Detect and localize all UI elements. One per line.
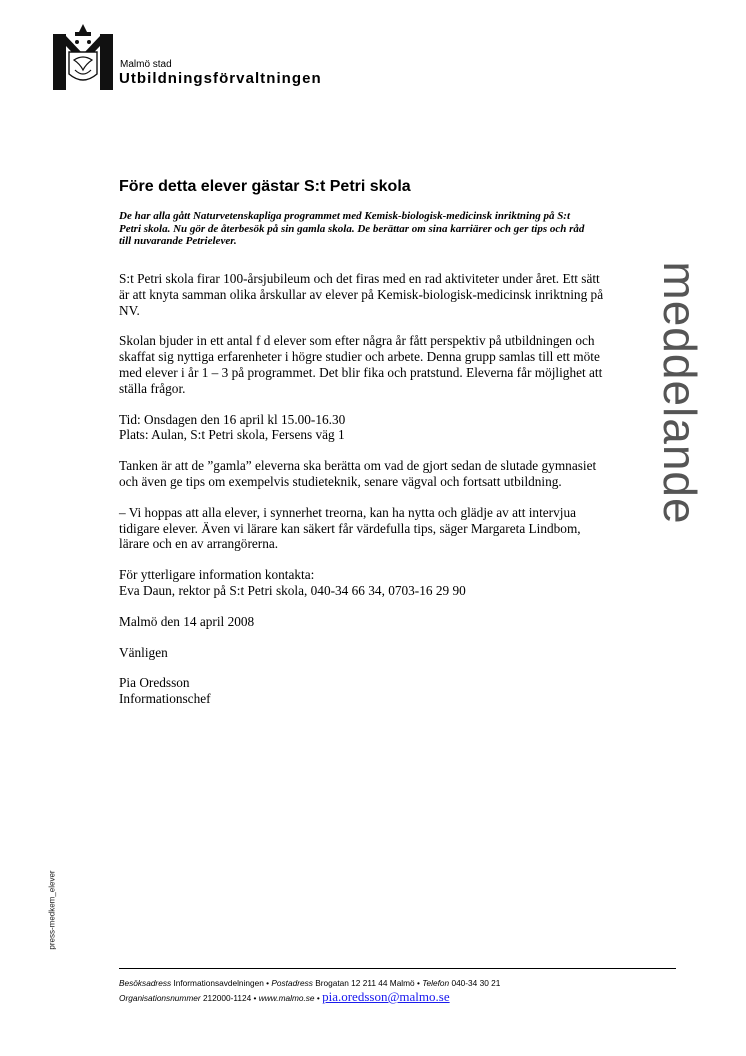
footer-phone-label: Telefon xyxy=(422,978,450,988)
footer-website[interactable]: www.malmo.se xyxy=(258,993,315,1003)
signature-block xyxy=(119,675,609,707)
date-line: Malmö den 14 april 2008 xyxy=(119,613,255,629)
page-title: Före detta elever gästar S:t Petri skola xyxy=(119,178,411,195)
footer xyxy=(119,978,500,1004)
lead-paragraph: De har alla gått Naturvetenskapliga programmet med Kemisk-biologisk-medicinsk inriktning på S:t Petri skola. Nu gör de återbesök på sin gamla skola. De berättar om sina karriärer och ger tips och råd till nuvarande Petrielever. xyxy=(119,210,585,247)
document-code: press-medkem_elever xyxy=(47,870,57,950)
side-label: meddelande xyxy=(654,261,706,525)
footer-org-value: 212000-1124 xyxy=(202,993,252,1003)
signature-name: Pia Oredsson xyxy=(119,675,190,691)
body-text xyxy=(119,271,609,722)
footer-separator: • xyxy=(417,978,420,988)
footer-separator: • xyxy=(266,978,270,988)
greeting: Vänligen xyxy=(119,644,168,660)
paragraph-invitation: Skolan bjuder in ett antal f d elever som efter några år fått perspektiv på utbildningen och skaffat sig nyttiga erfarenheter i högre studier och arbete. Denna grupp samlas till ett möte med elever i år 1 – 3 på programmet. Det blir fika och pratstund. Eleverna får möjlighet att ställa frågor. xyxy=(119,333,603,396)
malmo-stad-logo xyxy=(53,22,113,90)
footer-email-link[interactable]: pia.oredsson@malmo.se xyxy=(322,989,450,1004)
paragraph-quote: – Vi hoppas att alla elever, i synnerhet treorna, kan ha nytta och glädje av att intervjua tidigare elever. Även vi lärare kan säkert får värdefulla tips, säger Margareta Lindbom, lärare och en av arrangörerna. xyxy=(119,504,581,552)
contact-person: Eva Daun, rektor på S:t Petri skola, 040-34 66 34, 0703-16 29 90 xyxy=(119,582,466,598)
document-code-container xyxy=(44,860,60,960)
event-details xyxy=(119,412,609,444)
footer-row-address xyxy=(119,978,500,989)
contact-intro: För ytterligare information kontakta: xyxy=(119,567,315,583)
signature-role: Informationschef xyxy=(119,691,211,707)
footer-separator: • xyxy=(253,993,257,1003)
paragraph-intro: S:t Petri skola firar 100-årsjubileum och det firas med en rad aktiviteter under året. Ett sätt är att knyta samman olika årskullar av elever på Kemisk-biologisk-medicinsk inriktning på NV. xyxy=(119,271,604,318)
side-label-container xyxy=(650,243,710,543)
footer-postal-label: Postadress xyxy=(271,978,313,988)
event-time: Tid: Onsdagen den 16 april kl 15.00-16.30 xyxy=(119,411,346,427)
footer-org-label: Organisationsnummer xyxy=(119,993,201,1003)
footer-visit-label: Besöksadress xyxy=(119,978,172,988)
footer-separator: • xyxy=(316,993,320,1003)
contact-block xyxy=(119,567,609,599)
footer-divider xyxy=(119,968,676,969)
footer-phone-value: 040-34 30 21 xyxy=(451,978,501,988)
event-place: Plats: Aulan, S:t Petri skola, Fersens väg 1 xyxy=(119,427,345,443)
footer-visit-value: Informationsavdelningen xyxy=(173,978,264,988)
org-department: Utbildningsförvaltningen xyxy=(119,70,322,87)
footer-row-org xyxy=(119,991,500,1004)
footer-postal-value: Brogatan 12 211 44 Malmö xyxy=(315,978,415,988)
org-city: Malmö stad xyxy=(120,59,172,70)
paragraph-purpose: Tanken är att de ”gamla” eleverna ska berätta om vad de gjort sedan de slutade gymnasiet och även ge tips om exempelvis studieteknik, senare vägval och fortsatt utbildning. xyxy=(119,458,597,489)
